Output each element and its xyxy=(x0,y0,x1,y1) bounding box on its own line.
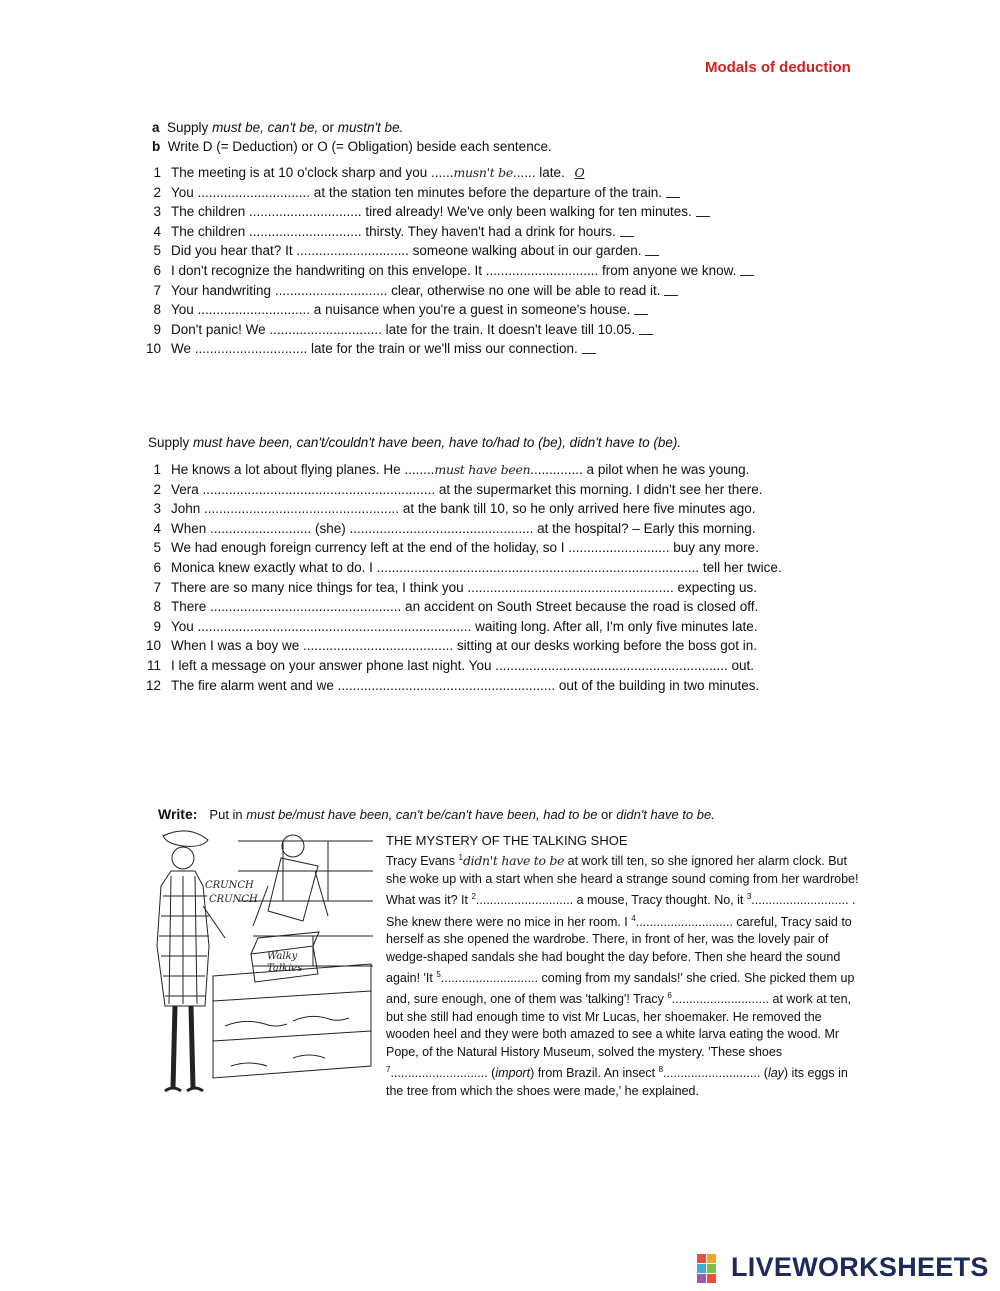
exercise1-list xyxy=(145,165,875,361)
exercise2-list xyxy=(145,462,875,697)
story-text xyxy=(386,833,864,1100)
list-item: 6 I don't recognize the handwriting on this envelope. It .............................. from anyone we know. xyxy=(145,263,875,283)
answer-blank[interactable] xyxy=(664,283,678,296)
list-item: 7 There are so many nice things for tea, I think you ....................................................... expecting us. xyxy=(153,579,757,595)
answer-line[interactable]: I left a message on your answer phone last night. You .............................................................. out. xyxy=(171,657,755,673)
answer-blank[interactable] xyxy=(639,322,653,335)
list-item: 11 I left a message on your answer phone last night. You .............................................................. out. xyxy=(146,657,755,673)
answer-line[interactable]: The fire alarm went and we .......................................................... out of the building in two minutes. xyxy=(171,677,760,693)
exercise1-instruction-a: a Supply must be, can't be, or mustn't be. xyxy=(152,120,404,135)
answer-field[interactable]: must have been xyxy=(434,462,531,477)
list-item: 10 We .............................. late for the train or we'll miss our connection. xyxy=(145,341,875,361)
list-item: 4 The children .............................. thirsty. They haven't had a drink for hours. xyxy=(145,224,875,244)
answer-blank[interactable] xyxy=(696,204,710,217)
answer-line[interactable]: Monica knew exactly what to do. I ...................................................................................... tell her twice. xyxy=(171,559,782,575)
answer-field[interactable]: didn't have to be xyxy=(462,853,565,869)
list-item: 8 There ................................................... an accident on South Street because the road is closed off. xyxy=(153,599,759,615)
answer-line[interactable]: We had enough foreign currency left at the end of the holiday, so I ........................... buy any more. xyxy=(171,540,759,556)
cartoon-text-2: CRUNCH xyxy=(209,894,258,905)
list-item: 3 John .................................................... at the bank till 10, so he only arrived here five minutes ago. xyxy=(153,501,756,517)
exercise1-instruction-b: b Write D (= Deduction) or O (= Obligation) beside each sentence. xyxy=(152,139,552,154)
list-item: 4 When ........................... (she) ................................................. at the hospital? – Early this morning. xyxy=(153,520,756,536)
list-item: 9 You ......................................................................... waiting long. After all, I'm only five minutes late. xyxy=(153,618,758,634)
exercise3-instruction: Write: Put in must be/must have been, can't be/can't have been, had to be or didn't have to be. xyxy=(158,806,715,822)
shoe-shop-cartoon-icon xyxy=(143,826,378,1116)
page-title: Modals of deduction xyxy=(705,59,851,76)
answer-field[interactable]: musn't be xyxy=(453,165,513,180)
list-item: 12 The fire alarm went and we .......................................................... out of the building in two minutes. xyxy=(145,677,760,693)
list-item: 1 The meeting is at 10 o'clock sharp and you ......musn't be...... late. O xyxy=(153,165,585,180)
answer-line[interactable]: When I was a boy we ........................................ sitting at our desks working before the boss got in. xyxy=(171,638,758,654)
cartoon-illustration xyxy=(143,826,378,1116)
brand-name: LIVEWORKSHEETS xyxy=(731,1252,989,1282)
story-title: THE MYSTERY OF THE TALKING SHOE xyxy=(386,833,628,848)
list-item: 2 You .............................. at the station ten minutes before the departure of the train. xyxy=(145,185,875,205)
list-item: 6 Monica knew exactly what to do. I ...................................................................................... tell her twice. xyxy=(153,559,782,575)
answer-blank[interactable] xyxy=(740,263,754,276)
list-item: 9 Don't panic! We .............................. late for the train. It doesn't leave till 10.05. xyxy=(145,322,875,342)
answer-blank[interactable] xyxy=(645,243,659,256)
answer-blank[interactable] xyxy=(666,185,680,198)
answer-line[interactable]: John .................................................... at the bank till 10, so he only arrived here five minutes ago. xyxy=(171,501,756,517)
list-item: 10 When I was a boy we ........................................ sitting at our desks working before the boss got in. xyxy=(145,638,758,654)
list-item: 1 He knows a lot about flying planes. He ........must have been.............. a pilot when he was young. xyxy=(153,462,750,477)
list-item: 8 You .............................. a nuisance when you're a guest in someone's house. xyxy=(145,302,875,322)
list-item: 5 We had enough foreign currency left at the end of the holiday, so I ........................... buy any more. xyxy=(153,540,759,556)
box-label-1: Walky xyxy=(267,951,298,962)
answer-mark[interactable]: O xyxy=(574,165,585,180)
story-paragraph: Tracy Evans $^1$didn't have to be at work till ten, so she ignored her alarm clock. But she woke up with a start when she heard a strange sound coming from her wardrobe! What was it? It $^2$............................ a mouse, Tracy thought. No, it $^3$............................ . She knew there were no mice in her room. I $^4$............................ careful, Tracy said to herself as she opened the wardrobe. There, in front of her, was the lovely pair of wedge-shaped sandals she had bought the day before. Then she heard the sound again! 'It $^5$............................ coming from my sandals!' she cried. She picked them up and, sure enough, one of them was 'talking'! Tracy $^6$............................ at work at ten, but she still had enough time to vist Mr Lucas, her shoemaker. He removed the wooden heel and they were both amazed to see a white larva eating the wood. Mr Pope, of the Natural History Museum, solved the mystery. 'These shoes $^7$............................ (import) from Brazil. An insect $^8$............................ (lay) its eggs in the tree from which the shoes were made,' he explained. xyxy=(386,853,859,1098)
answer-blank[interactable] xyxy=(634,302,648,315)
answer-blank[interactable] xyxy=(620,224,634,237)
cartoon-text-1: CRUNCH xyxy=(205,880,254,891)
exercise2-instruction: Supply must have been, can't/couldn't have been, have to/had to (be), didn't have to (be). xyxy=(148,435,682,450)
answer-line[interactable]: You ......................................................................... waiting long. After all, I'm only five minutes late. xyxy=(171,618,758,634)
answer-line[interactable]: When ........................... (she) ................................................. at the hospital? – Early this morning. xyxy=(171,520,756,536)
list-item: 3 The children .............................. tired already! We've only been walking for ten minutes. xyxy=(145,204,875,224)
answer-line[interactable]: There ................................................... an accident on South Street because the road is closed off. xyxy=(171,599,759,615)
list-item: 7 Your handwriting .............................. clear, otherwise no one will be able to read it. xyxy=(145,283,875,303)
list-item: 2 Vera .............................................................. at the supermarket this morning. I didn't see her there. xyxy=(153,481,763,497)
box-label-2: Talkies xyxy=(267,963,303,974)
liveworksheets-logo-icon xyxy=(697,1254,727,1284)
answer-line[interactable]: Vera .............................................................. at the supermarket this morning. I didn't see her there. xyxy=(171,481,763,497)
answer-blank[interactable] xyxy=(582,341,596,354)
list-item: 5 Did you hear that? It .............................. someone walking about in our garden. xyxy=(145,243,875,263)
answer-line[interactable]: There are so many nice things for tea, I think you ....................................................... expecting us. xyxy=(171,579,757,595)
